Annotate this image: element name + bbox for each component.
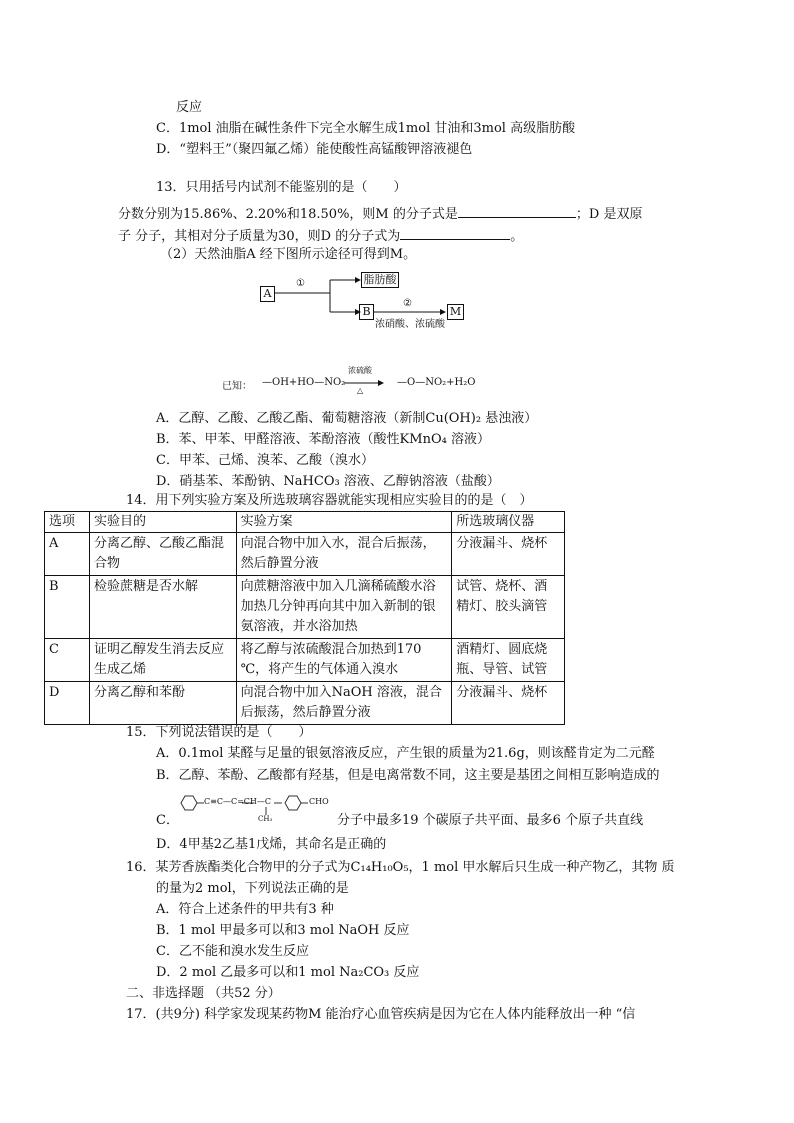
row-plan: 向混合物中加入水，混合后振荡，然后静置分液 <box>236 533 452 576</box>
q15-option-c-text: 分子中最多19 个碳原子共平面、最多6 个原子共直线 <box>337 813 644 828</box>
known-arrow <box>344 378 384 388</box>
q16-option-b: B．1 mol 甲最多可以和3 mol NaOH 反应 <box>156 923 410 938</box>
question-15: 15．下列说法错误的是（ ） <box>126 725 312 740</box>
header-glassware: 所选玻璃仪器 <box>452 512 565 533</box>
q16-option-d: D．2 mol 乙最多可以和1 mol Na₂CO₃ 反应 <box>156 965 420 980</box>
row-plan: 向蔗糖溶液中加入几滴稀硫酸水浴加热几分钟再向其中加入新制的银氨溶液，并水浴加热 <box>236 576 452 639</box>
step-2-label: ② <box>403 298 412 309</box>
table-header-row <box>45 512 565 533</box>
row-plan: 向混合物中加入NaOH 溶液，混合后振荡，然后静置分液 <box>236 682 452 725</box>
row-goal: 分离乙醇和苯酚 <box>89 682 236 725</box>
header-option: 选项 <box>45 512 90 533</box>
table-row <box>45 682 565 725</box>
option-d: D．“塑料王”（聚四氟乙烯）能使酸性高锰酸钾溶液褪色 <box>156 142 473 157</box>
text-line: 反应 <box>176 100 203 115</box>
structure-formula <box>174 792 336 830</box>
reaction-scheme <box>255 270 475 330</box>
question-17: 17．(共9分) 科学家发现某药物M 能治疗心血管疾病是因为它在人体内能释放出一种 “信 <box>126 1007 636 1022</box>
structure-methyl: CH₃ <box>258 815 273 823</box>
q15-option-a: A．0.1mol 某醛与足量的银氨溶液反应，产生银的质量为21.6g，则该醛肯定为二元醛 <box>156 746 655 761</box>
fragment-text: 分数分别为15.86%、2.20%和18.50%，则M 的分子式是 <box>118 207 458 222</box>
answer-blank <box>400 225 510 240</box>
known-prefix: 已知： <box>222 381 252 392</box>
row-option: B <box>45 576 90 639</box>
q16-option-a: A．符合上述条件的甲共有3 种 <box>156 902 334 917</box>
row-goal: 检验蔗糖是否水解 <box>89 576 236 639</box>
table-row <box>45 533 565 576</box>
q13-option-d: D．硝基苯、苯酚钠、NaHCO₃ 溶液、乙醇钠溶液（盐酸） <box>156 474 500 489</box>
question-16-cont: 的量为2 mol，下列说法正确的是 <box>156 881 349 896</box>
q15-option-c-prefix: C． <box>156 813 179 828</box>
compound-a-box: A <box>260 286 275 302</box>
row-goal: 分离乙醇、乙酸乙酯混合物 <box>89 533 236 576</box>
question-14: 14．用下列实验方案及所选玻璃容器就能实现相应实验目的的是（ ） <box>126 493 533 508</box>
q16-option-c: C．乙不能和溴水发生反应 <box>156 944 309 959</box>
row-goal: 证明乙醇发生消去反应生成乙烯 <box>89 639 236 682</box>
q15-option-b: B．乙醇、苯酚、乙酸都有羟基，但是电离常数不同，这主要是基团之间相互影响造成的 <box>156 768 660 783</box>
compound-b-box: B <box>359 304 374 320</box>
known-condition-top: 浓硫酸 <box>348 366 372 375</box>
known-products: —O—NO₂+H₂O <box>397 377 476 388</box>
experiment-table <box>44 511 565 725</box>
fragment-line-3: （2）天然油脂A 经下图所示途径可得到M。 <box>160 247 417 262</box>
table-row <box>45 639 565 682</box>
row-glassware: 酒精灯、圆底烧瓶、导管、试管 <box>452 639 565 682</box>
fragment-line-1 <box>118 203 642 224</box>
row-glassware: 分液漏斗、烧杯 <box>452 533 565 576</box>
q13-option-a: A．乙醇、乙酸、乙酸乙酯、葡萄糖溶液（新制Cu(OH)₂ 悬浊液） <box>156 411 538 426</box>
row-option: C <box>45 639 90 682</box>
row-plan: 将乙醇与浓硫酸混合加热到170 ℃，将产生的气体通入溴水 <box>236 639 452 682</box>
q13-option-b: B．苯、甲苯、甲醛溶液、苯酚溶液（酸性KMnO₄ 溶液） <box>156 432 490 447</box>
fragment-line-2 <box>118 225 523 246</box>
known-condition-bottom: △ <box>357 386 364 395</box>
fragment-text: 。 <box>510 229 524 244</box>
fragment-text: ；D 是双原 <box>575 207 643 222</box>
fatty-acid-box: 脂肪酸 <box>361 272 399 288</box>
q13-option-c: C．甲苯、己烯、溴苯、乙酸（溴水） <box>156 453 374 468</box>
structure-chain: C≡C—C=CH—C <box>204 797 271 806</box>
compound-m-box: M <box>447 304 464 320</box>
section-heading: 二、非选择题 （共52 分） <box>126 986 281 1001</box>
fragment-text: 子 分子，其相对分子质量为30，则D 的分子式为 <box>118 229 401 244</box>
row-glassware: 分液漏斗、烧杯 <box>452 682 565 725</box>
answer-blank <box>458 203 576 218</box>
header-plan: 实验方案 <box>236 512 452 533</box>
row-glassware: 试管、烧杯、酒精灯、胶头滴管 <box>452 576 565 639</box>
table-row <box>45 576 565 639</box>
known-reaction <box>222 368 482 396</box>
row-option: D <box>45 682 90 725</box>
row-option: A <box>45 533 90 576</box>
reaction-condition: 浓硝酸、浓硫酸 <box>375 319 445 330</box>
question-16: 16．某芳香族酯类化合物甲的分子式为C₁₄H₁₀O₅，1 mol 甲水解后只生成一种产物乙，其物 质 <box>126 860 675 875</box>
known-reactants: —OH+HO—NO₂ <box>262 377 346 388</box>
step-1-label: ① <box>296 278 305 289</box>
q15-option-d: D．4甲基2乙基1戊烯，其命名是正确的 <box>156 837 387 852</box>
header-goal: 实验目的 <box>89 512 236 533</box>
question-13: 13．只用括号内试剂不能鉴别的是（ ） <box>156 180 407 195</box>
structure-aldehyde: CHO <box>309 797 329 806</box>
option-c: C．1mol 油脂在碱性条件下完全水解生成1mol 甘油和3mol 高级脂肪酸 <box>156 121 576 136</box>
